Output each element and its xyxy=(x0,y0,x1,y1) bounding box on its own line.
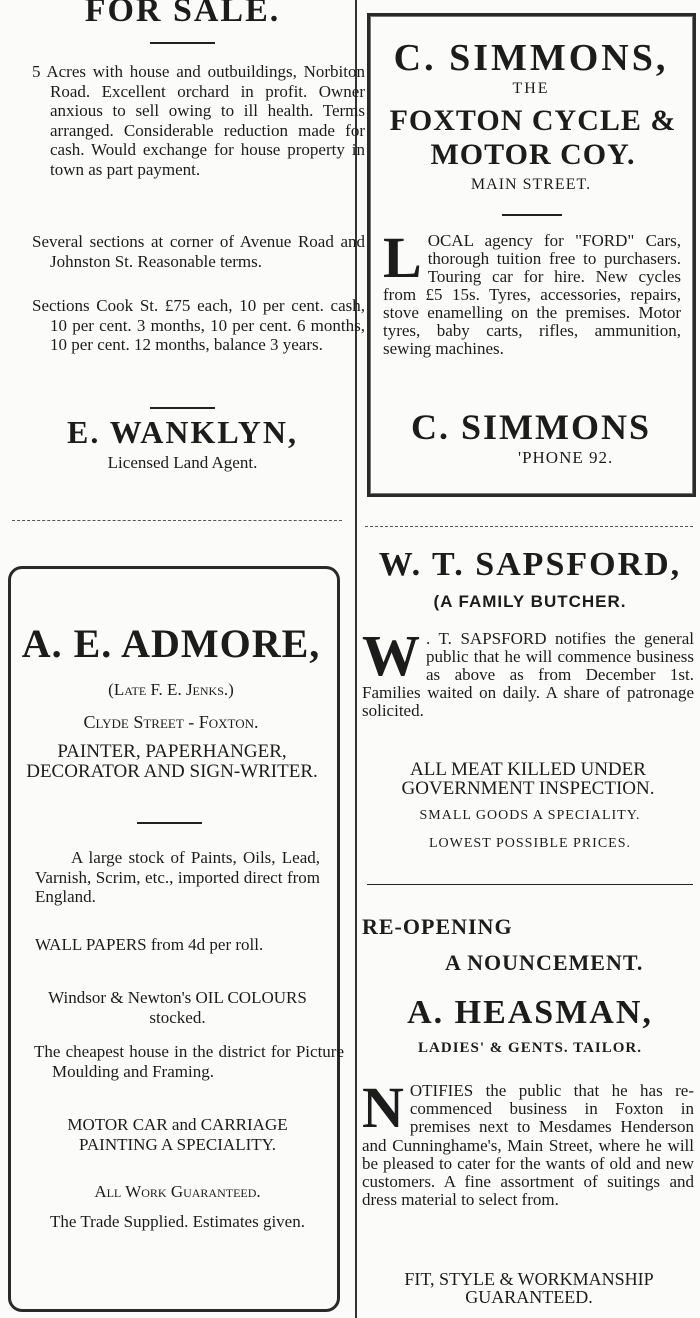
divider xyxy=(150,42,215,44)
sapsford-body-text: . T. SAPSFORD notifies the general public that he will commence business as above as from December 1st. Families waited on daily. A share of patronage solicited. xyxy=(362,629,694,720)
heasman-footer: FIT, STYLE & WORKMANSHIP GUARANTEED. xyxy=(404,1269,654,1307)
divider xyxy=(137,822,202,824)
agent-name: E. WANKLYN, xyxy=(67,414,298,450)
admore-trade: PAINTER, PAPERHANGER, DECORATOR AND SIGN-WRITER. xyxy=(26,741,318,782)
admore-motor: MOTOR CAR and CARRIAGE PAINTING A SPECIALITY. xyxy=(67,1115,288,1154)
admore-late: (Late F. E. Jenks.) xyxy=(108,680,234,699)
sapsford-prices: LOWEST POSSIBLE PRICES. xyxy=(428,836,632,851)
for-sale-item-2: Several sections at corner of Avenue Road and Johnston St. Reasonable terms. xyxy=(32,232,365,271)
admore-name: A. E. ADMORE, xyxy=(21,621,321,666)
simmons-name: C. SIMMONS, xyxy=(393,37,669,79)
section-divider xyxy=(12,520,342,522)
sapsford-dropcap: W xyxy=(362,623,420,688)
sapsford-name: W. T. SAPSFORD, xyxy=(378,546,682,583)
simmons-sign: C. SIMMONS xyxy=(410,407,651,447)
for-sale-heading: FOR SALE. xyxy=(84,0,281,29)
admore-address: Clyde Street - Foxton. xyxy=(83,712,259,732)
simmons-body xyxy=(383,225,681,358)
divider xyxy=(502,214,562,216)
sapsford-meat: ALL MEAT KILLED UNDER GOVERNMENT INSPECTION. xyxy=(401,759,655,799)
column-divider xyxy=(355,0,357,1318)
simmons-street: MAIN STREET. xyxy=(470,176,592,193)
sapsford-body xyxy=(362,623,694,720)
section-divider xyxy=(367,884,693,885)
simmons-company: FOXTON CYCLE & MOTOR COY. xyxy=(389,104,677,171)
heasman-body-text: OTIFIES the public that he has re-commenced business in Foxton in premises next to Mesdames Henderson and Cunninghame's, Main Street, where he will be pleased to cater for the wants of old and new customers. A fine assortment of suitings and dress material to select from. xyxy=(362,1081,694,1210)
heasman-dropcap: N xyxy=(362,1075,404,1140)
sapsford-sub: (A FAMILY BUTCHER. xyxy=(433,592,627,611)
simmons-body-text: OCAL agency for "FORD" Cars, thorough tuition free to purchasers. Touring car for hire. New cycles from £5 15s. Tyres, accessories, repairs, stove enamelling on the premises. Motor tyres, baby carts, rifles, ammunition, sewing machines. xyxy=(383,231,681,358)
heasman-reopening: RE-OPENING xyxy=(362,914,513,939)
for-sale-item-1: 5 Acres with house and outbuildings, Norbiton Road. Excellent orchard in profit. Owner anxious to sell owing to ill health. Terms arranged. Considerable reduction made for cash. Would exchange for house property in town as part payment. xyxy=(32,62,365,179)
sapsford-small-goods: SMALL GOODS A SPECIALITY. xyxy=(419,808,641,823)
admore-guaranteed: All Work Guaranteed. xyxy=(94,1182,261,1201)
admore-colours: Windsor & Newton's OIL COLOURS stocked. xyxy=(48,988,307,1027)
admore-trade-supplied: The Trade Supplied. Estimates given. xyxy=(50,1212,305,1231)
simmons-phone: 'PHONE 92. xyxy=(518,448,614,467)
for-sale-item-3: Sections Cook St. £75 each, 10 per cent. cash, 10 per cent. 3 months, 10 per cent. 6 months, 10 per cent. 12 months, balance 3 years. xyxy=(32,296,365,354)
heasman-trade: LADIES' & GENTS. TAILOR. xyxy=(418,1040,642,1056)
simmons-dropcap: L xyxy=(383,225,422,290)
heasman-body xyxy=(362,1075,694,1210)
divider xyxy=(150,407,215,409)
admore-stock: A large stock of Paints, Oils, Lead, Varnish, Scrim, etc., imported direct from England. xyxy=(35,848,320,906)
admore-wallpapers: WALL PAPERS from 4d per roll. xyxy=(35,935,264,954)
admore-framing: The cheapest house in the district for Picture Moulding and Framing. xyxy=(34,1042,344,1081)
heasman-announcement: A NOUNCEMENT. xyxy=(445,950,644,975)
heasman-name: A. HEASMAN, xyxy=(407,994,653,1031)
agent-title: Licensed Land Agent. xyxy=(107,453,258,472)
simmons-the: THE xyxy=(512,80,550,97)
section-divider xyxy=(365,526,693,528)
